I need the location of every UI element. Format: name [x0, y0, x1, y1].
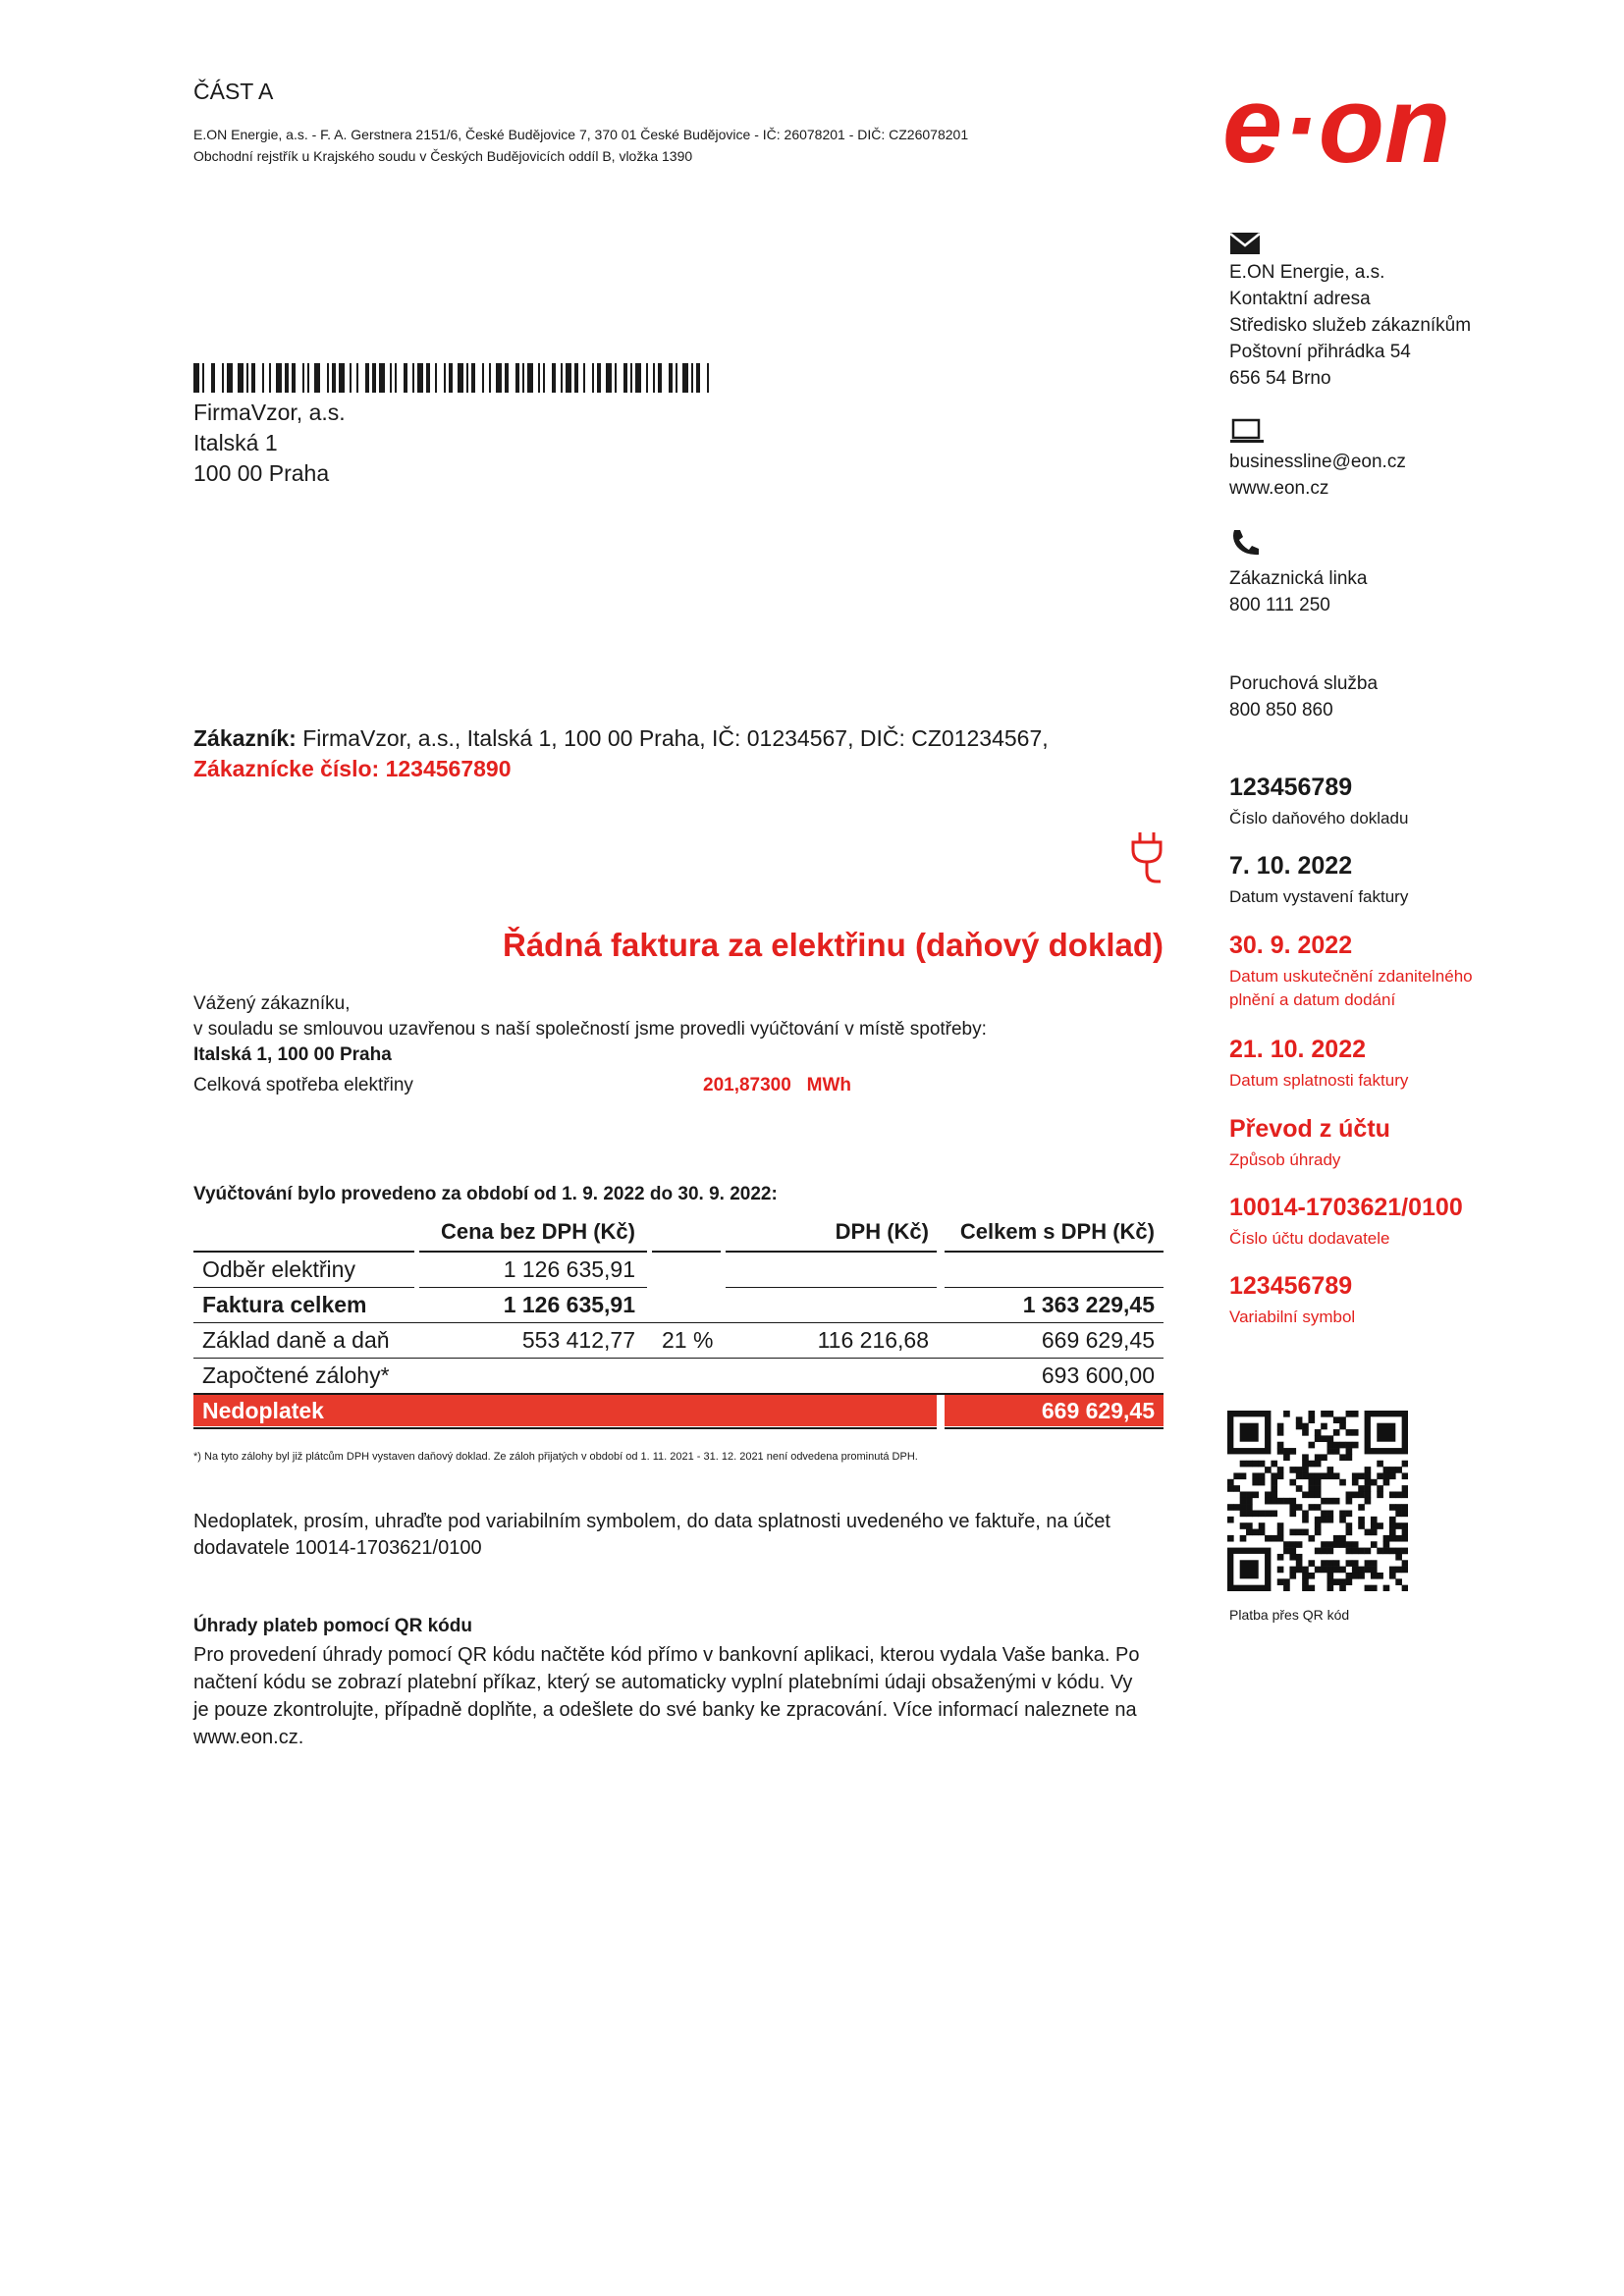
customer-number: Zákaznícke číslo: 1234567890 [193, 756, 512, 781]
postal-barcode [193, 363, 719, 393]
table-cell: 1 126 635,91 [503, 1256, 635, 1282]
table-cell [945, 1253, 1164, 1286]
qr-section-title: Úhrady plateb pomocí QR kódu [193, 1616, 472, 1636]
online-contact [1229, 449, 1602, 502]
table-cell: 1 363 229,45 [1022, 1292, 1155, 1317]
table-cell [726, 1394, 937, 1427]
table-cell: Faktura celkem [202, 1292, 367, 1317]
payment-qr-code [1227, 1411, 1408, 1591]
laptop-icon [1229, 417, 1263, 447]
contact-address [1229, 259, 1602, 392]
table-cell [419, 1359, 647, 1392]
eon-logo [1222, 69, 1556, 187]
payment-method-label: Způsob úhrady [1229, 1150, 1341, 1169]
email-link[interactable]: businessline@eon.cz [1229, 452, 1406, 472]
table-cell: 21 % [662, 1327, 714, 1353]
table-cell [726, 1288, 937, 1321]
fault-number: 800 850 860 [1229, 700, 1333, 721]
website-link[interactable]: www.eon.cz [1229, 478, 1329, 499]
table-header-cell: DPH (Kč) [835, 1219, 929, 1244]
payment-method: Převod z účtu [1229, 1115, 1390, 1143]
due-date-label: Datum splatnosti faktury [1229, 1071, 1409, 1090]
customer-info [193, 723, 1175, 784]
plug-icon [1129, 830, 1164, 885]
table-cell [419, 1394, 647, 1427]
company-info [193, 124, 1126, 167]
table-row [193, 1288, 1164, 1321]
fault-service [1229, 670, 1602, 723]
hotline [1229, 565, 1602, 618]
greeting: Vážený zákazníku, [193, 993, 351, 1014]
table-cell: Nedoplatek [202, 1398, 324, 1423]
recipient-address [193, 398, 346, 489]
doc-number-label: Číslo daňového dokladu [1229, 809, 1409, 828]
billing-period: Vyúčtování bylo provedeno za období od 1. 9. 2022 do 30. 9. 2022: [193, 1184, 778, 1204]
table-cell [726, 1253, 937, 1286]
qr-line: načtení kódu se zobrazí platební příkaz, který se automaticky vyplní platebními údaji obsaženými v kódu. Vy [193, 1672, 1133, 1693]
variable-symbol-label: Variabilní symbol [1229, 1308, 1356, 1326]
table-cell: 553 412,77 [521, 1327, 635, 1353]
consumption-place: Italská 1, 100 00 Praha [193, 1044, 392, 1065]
table-cell [652, 1253, 721, 1286]
table-row [193, 1359, 1164, 1392]
qr-instructions [193, 1641, 1175, 1751]
payment-line: dodavatele 10014-1703621/0100 [193, 1537, 482, 1559]
qr-line: Pro provedení úhrady pomocí QR kódu načtěte kód přímo v bankovní aplikaci, kterou vydala Vaše banka. Po [193, 1644, 1140, 1666]
supply-date-label-line1: Datum uskutečnění zdanitelného [1229, 967, 1473, 986]
table-cell: Odběr elektřiny [202, 1256, 355, 1282]
table-header-cell: Cena bez DPH (Kč) [440, 1219, 635, 1244]
customer-line [193, 723, 1175, 754]
payment-instructions [193, 1509, 1175, 1562]
recipient-name: FirmaVzor, a.s. [193, 400, 346, 425]
table-cell [726, 1359, 937, 1392]
recipient-city: 100 00 Praha [193, 460, 330, 486]
document-title: Řádná faktura za elektřinu (daňový doklad) [503, 927, 1164, 963]
customer-details: FirmaVzor, a.s., Italská 1, 100 00 Praha, IČ: 01234567, DIČ: CZ01234567, [296, 725, 1049, 751]
table-cell: 669 629,45 [1041, 1398, 1155, 1423]
qr-line: www.eon.cz. [193, 1727, 304, 1748]
supply-date-label-line2: plnění a datum dodání [1229, 990, 1396, 1009]
variable-symbol: 123456789 [1229, 1272, 1353, 1300]
table-header-cell [193, 1215, 414, 1249]
fault-label: Poruchová služba [1229, 673, 1379, 694]
intro-text [193, 991, 1175, 1068]
table-header [193, 1215, 1164, 1249]
table-header-cell [652, 1215, 721, 1249]
consumption-value: 201,87300 MWh [703, 1075, 852, 1095]
section-label: ČÁST A [193, 79, 274, 104]
table-cell [652, 1288, 721, 1321]
qr-line: je pouze zkontrolujte, případně doplňte, a odešlete do své banky ke zpracování. Více informací naleznete na [193, 1699, 1137, 1721]
due-date: 21. 10. 2022 [1229, 1036, 1367, 1063]
table-cell: Základ daně a daň [202, 1327, 390, 1353]
supplier-company: E.ON Energie, a.s. [1229, 262, 1385, 283]
table-cell: 1 126 635,91 [503, 1292, 635, 1317]
company-registry-line: Obchodní rejstřík u Krajského soudu v Českých Budějovicích oddíl B, vložka 1390 [193, 148, 693, 164]
table-header-cell: Celkem s DPH (Kč) [959, 1219, 1155, 1244]
intro-sentence: v souladu se smlouvou uzavřenou s naší společností jsme provedli vyúčtování v místě spotřeby: [193, 1019, 987, 1040]
envelope-icon [1229, 229, 1263, 258]
supply-date: 30. 9. 2022 [1229, 932, 1353, 959]
doc-number: 123456789 [1229, 774, 1353, 801]
supplier-account-label: Číslo účtu dodavatele [1229, 1229, 1390, 1248]
logo-text: e·on [1222, 69, 1451, 186]
table-row-total-due [193, 1394, 1164, 1427]
supply-date-label [1229, 965, 1602, 1012]
phone-icon [1229, 527, 1263, 557]
table-cell: 669 629,45 [1041, 1327, 1155, 1353]
table-cell: Započtené zálohy* [202, 1362, 390, 1388]
issue-date-label: Datum vystavení faktury [1229, 887, 1409, 906]
consumption-label: Celková spotřeba elektřiny [193, 1075, 413, 1095]
payment-line: Nedoplatek, prosím, uhraďte pod variabilním symbolem, do data splatnosti uvedeného ve faktuře, na účet [193, 1511, 1110, 1532]
customer-label: Zákazník: [193, 725, 297, 751]
table-cell [652, 1359, 721, 1392]
table-cell: 116 216,68 [817, 1327, 929, 1353]
table-row [193, 1323, 1164, 1357]
customer-center: Středisko služeb zákazníkům [1229, 315, 1472, 336]
recipient-street: Italská 1 [193, 430, 278, 455]
postcode-city: 656 54 Brno [1229, 368, 1331, 389]
hotline-number: 800 111 250 [1229, 595, 1330, 615]
table-row [193, 1253, 1164, 1286]
company-address-line: E.ON Energie, a.s. - F. A. Gerstnera 2151/6, České Budějovice 7, 370 01 České Budějovice - IČ: 26078201 - DIČ: CZ26078201 [193, 127, 969, 142]
contact-address-label: Kontaktní adresa [1229, 289, 1371, 309]
table-cell: 693 600,00 [1041, 1362, 1155, 1388]
supplier-account: 10014-1703621/0100 [1229, 1194, 1463, 1221]
qr-caption: Platba přes QR kód [1229, 1607, 1350, 1623]
table-cell [652, 1394, 721, 1427]
hotline-label: Zákaznická linka [1229, 568, 1368, 589]
po-box: Poštovní přihrádka 54 [1229, 342, 1411, 362]
footnote: *) Na tyto zálohy byl již plátcům DPH vystaven daňový doklad. Ze záloh přijatých v období od 1. 11. 2021 - 31. 12. 2021 není odvedena prominutá DPH. [193, 1451, 918, 1463]
issue-date: 7. 10. 2022 [1229, 852, 1353, 880]
